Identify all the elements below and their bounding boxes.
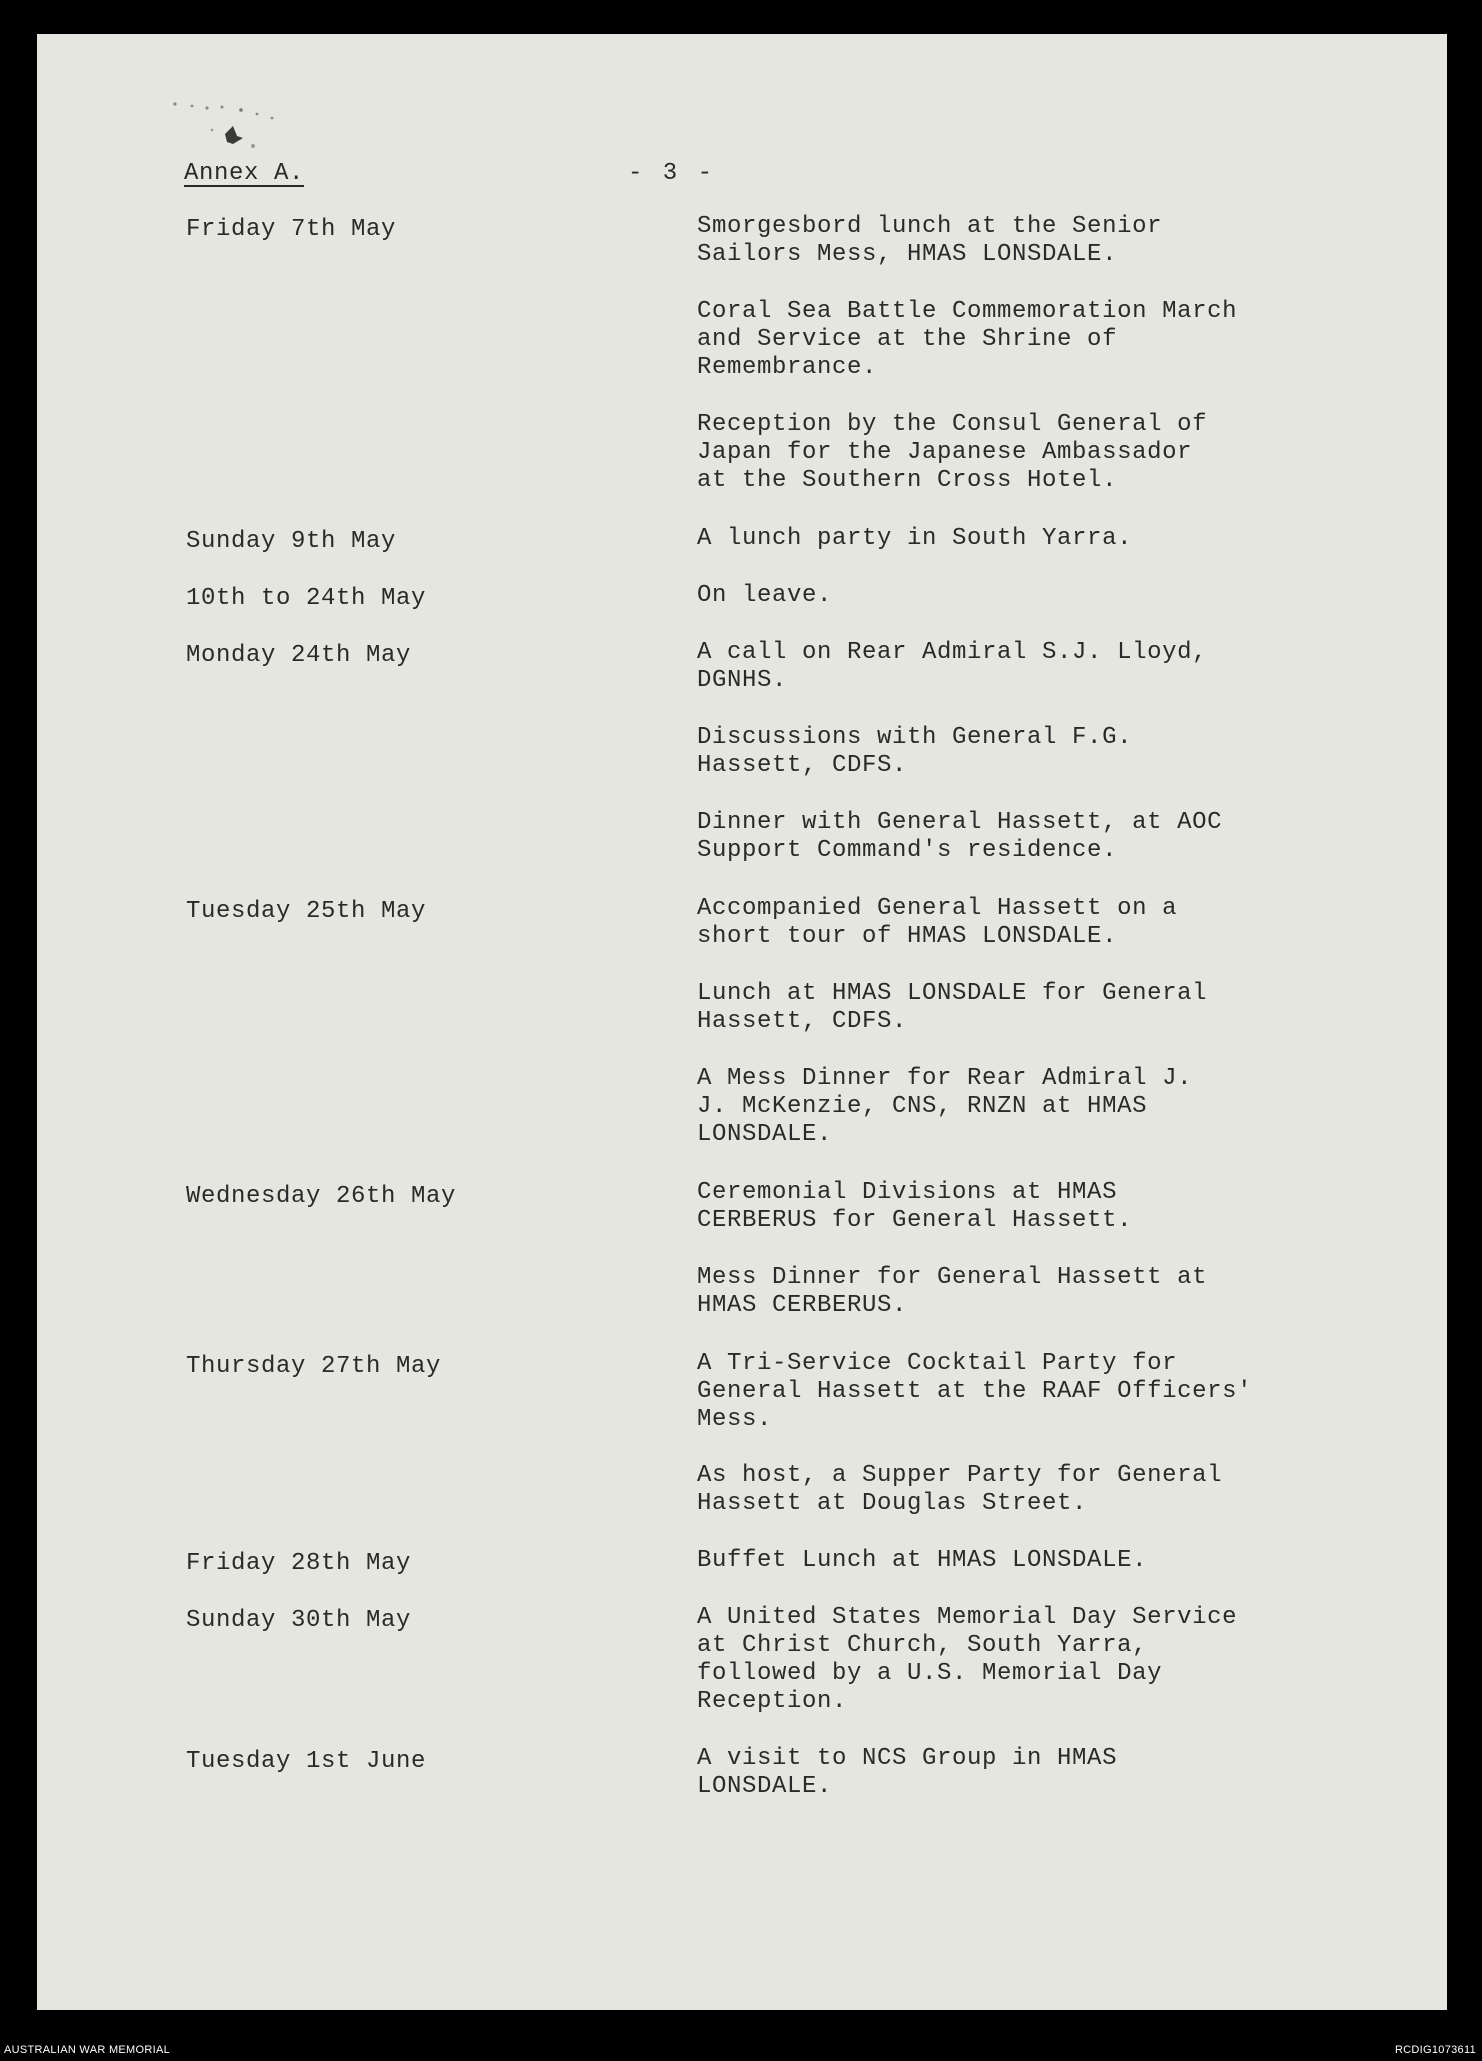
entry-event: A call on Rear Admiral S.J. Lloyd, DGNHS.: [697, 639, 1208, 694]
entry-event: Reception by the Consul General of Japan for the Japanese Ambassador at the Southern Cross Hotel.: [697, 411, 1208, 494]
entry-event: Dinner with General Hassett, at AOC Support Command's residence.: [697, 809, 1223, 864]
entry-event: A visit to NCS Group in HMAS LONSDALE.: [697, 1745, 1118, 1800]
entry-date: Wednesday 26th May: [186, 1183, 457, 1210]
entry-event: Mess Dinner for General Hassett at HMAS CERBERUS.: [697, 1264, 1208, 1319]
entry-event: A Mess Dinner for Rear Admiral J. J. McKenzie, CNS, RNZN at HMAS LONSDALE.: [697, 1065, 1193, 1148]
entry-date: Thursday 27th May: [186, 1353, 442, 1380]
entry-date: Friday 28th May: [186, 1550, 412, 1577]
entry-event: Smorgesbord lunch at the Senior Sailors Mess, HMAS LONSDALE.: [697, 213, 1163, 268]
entry-event: On leave.: [697, 582, 833, 609]
archive-id: RCDIG1073611: [1394, 2044, 1476, 2056]
entry-event: Coral Sea Battle Commemoration March and Service at the Shrine of Remembrance.: [697, 298, 1238, 381]
entry-event: Lunch at HMAS LONSDALE for General Hassett, CDFS.: [697, 980, 1208, 1035]
entry-event: A United States Memorial Day Service at Christ Church, South Yarra, followed by a U.S. Memorial Day Reception.: [697, 1604, 1238, 1715]
entry-event: A lunch party in South Yarra.: [697, 525, 1133, 552]
entry-date: Tuesday 1st June: [186, 1748, 427, 1775]
entry-event: Accompanied General Hassett on a short tour of HMAS LONSDALE.: [697, 895, 1178, 950]
entry-date: Monday 24th May: [186, 642, 412, 669]
entry-event: Ceremonial Divisions at HMAS CERBERUS for General Hassett.: [697, 1179, 1133, 1234]
entry-event: A Tri-Service Cocktail Party for General Hassett at the RAAF Officers' Mess.: [697, 1350, 1253, 1433]
entry-event: As host, a Supper Party for General Hassett at Douglas Street.: [697, 1462, 1223, 1517]
entry-date: Sunday 30th May: [186, 1607, 412, 1634]
archive-credit: AUSTRALIAN WAR MEMORIAL: [4, 2044, 171, 2056]
entry-date: Sunday 9th May: [186, 528, 397, 555]
entry-date: Friday 7th May: [186, 216, 397, 243]
annex-label: Annex A.: [184, 160, 305, 187]
entry-event: Buffet Lunch at HMAS LONSDALE.: [697, 1547, 1148, 1574]
entry-event: Discussions with General F.G. Hassett, CDFS.: [697, 724, 1133, 779]
entry-date: 10th to 24th May: [186, 585, 427, 612]
page-number: - 3 -: [628, 160, 716, 187]
entry-date: Tuesday 25th May: [186, 898, 427, 925]
